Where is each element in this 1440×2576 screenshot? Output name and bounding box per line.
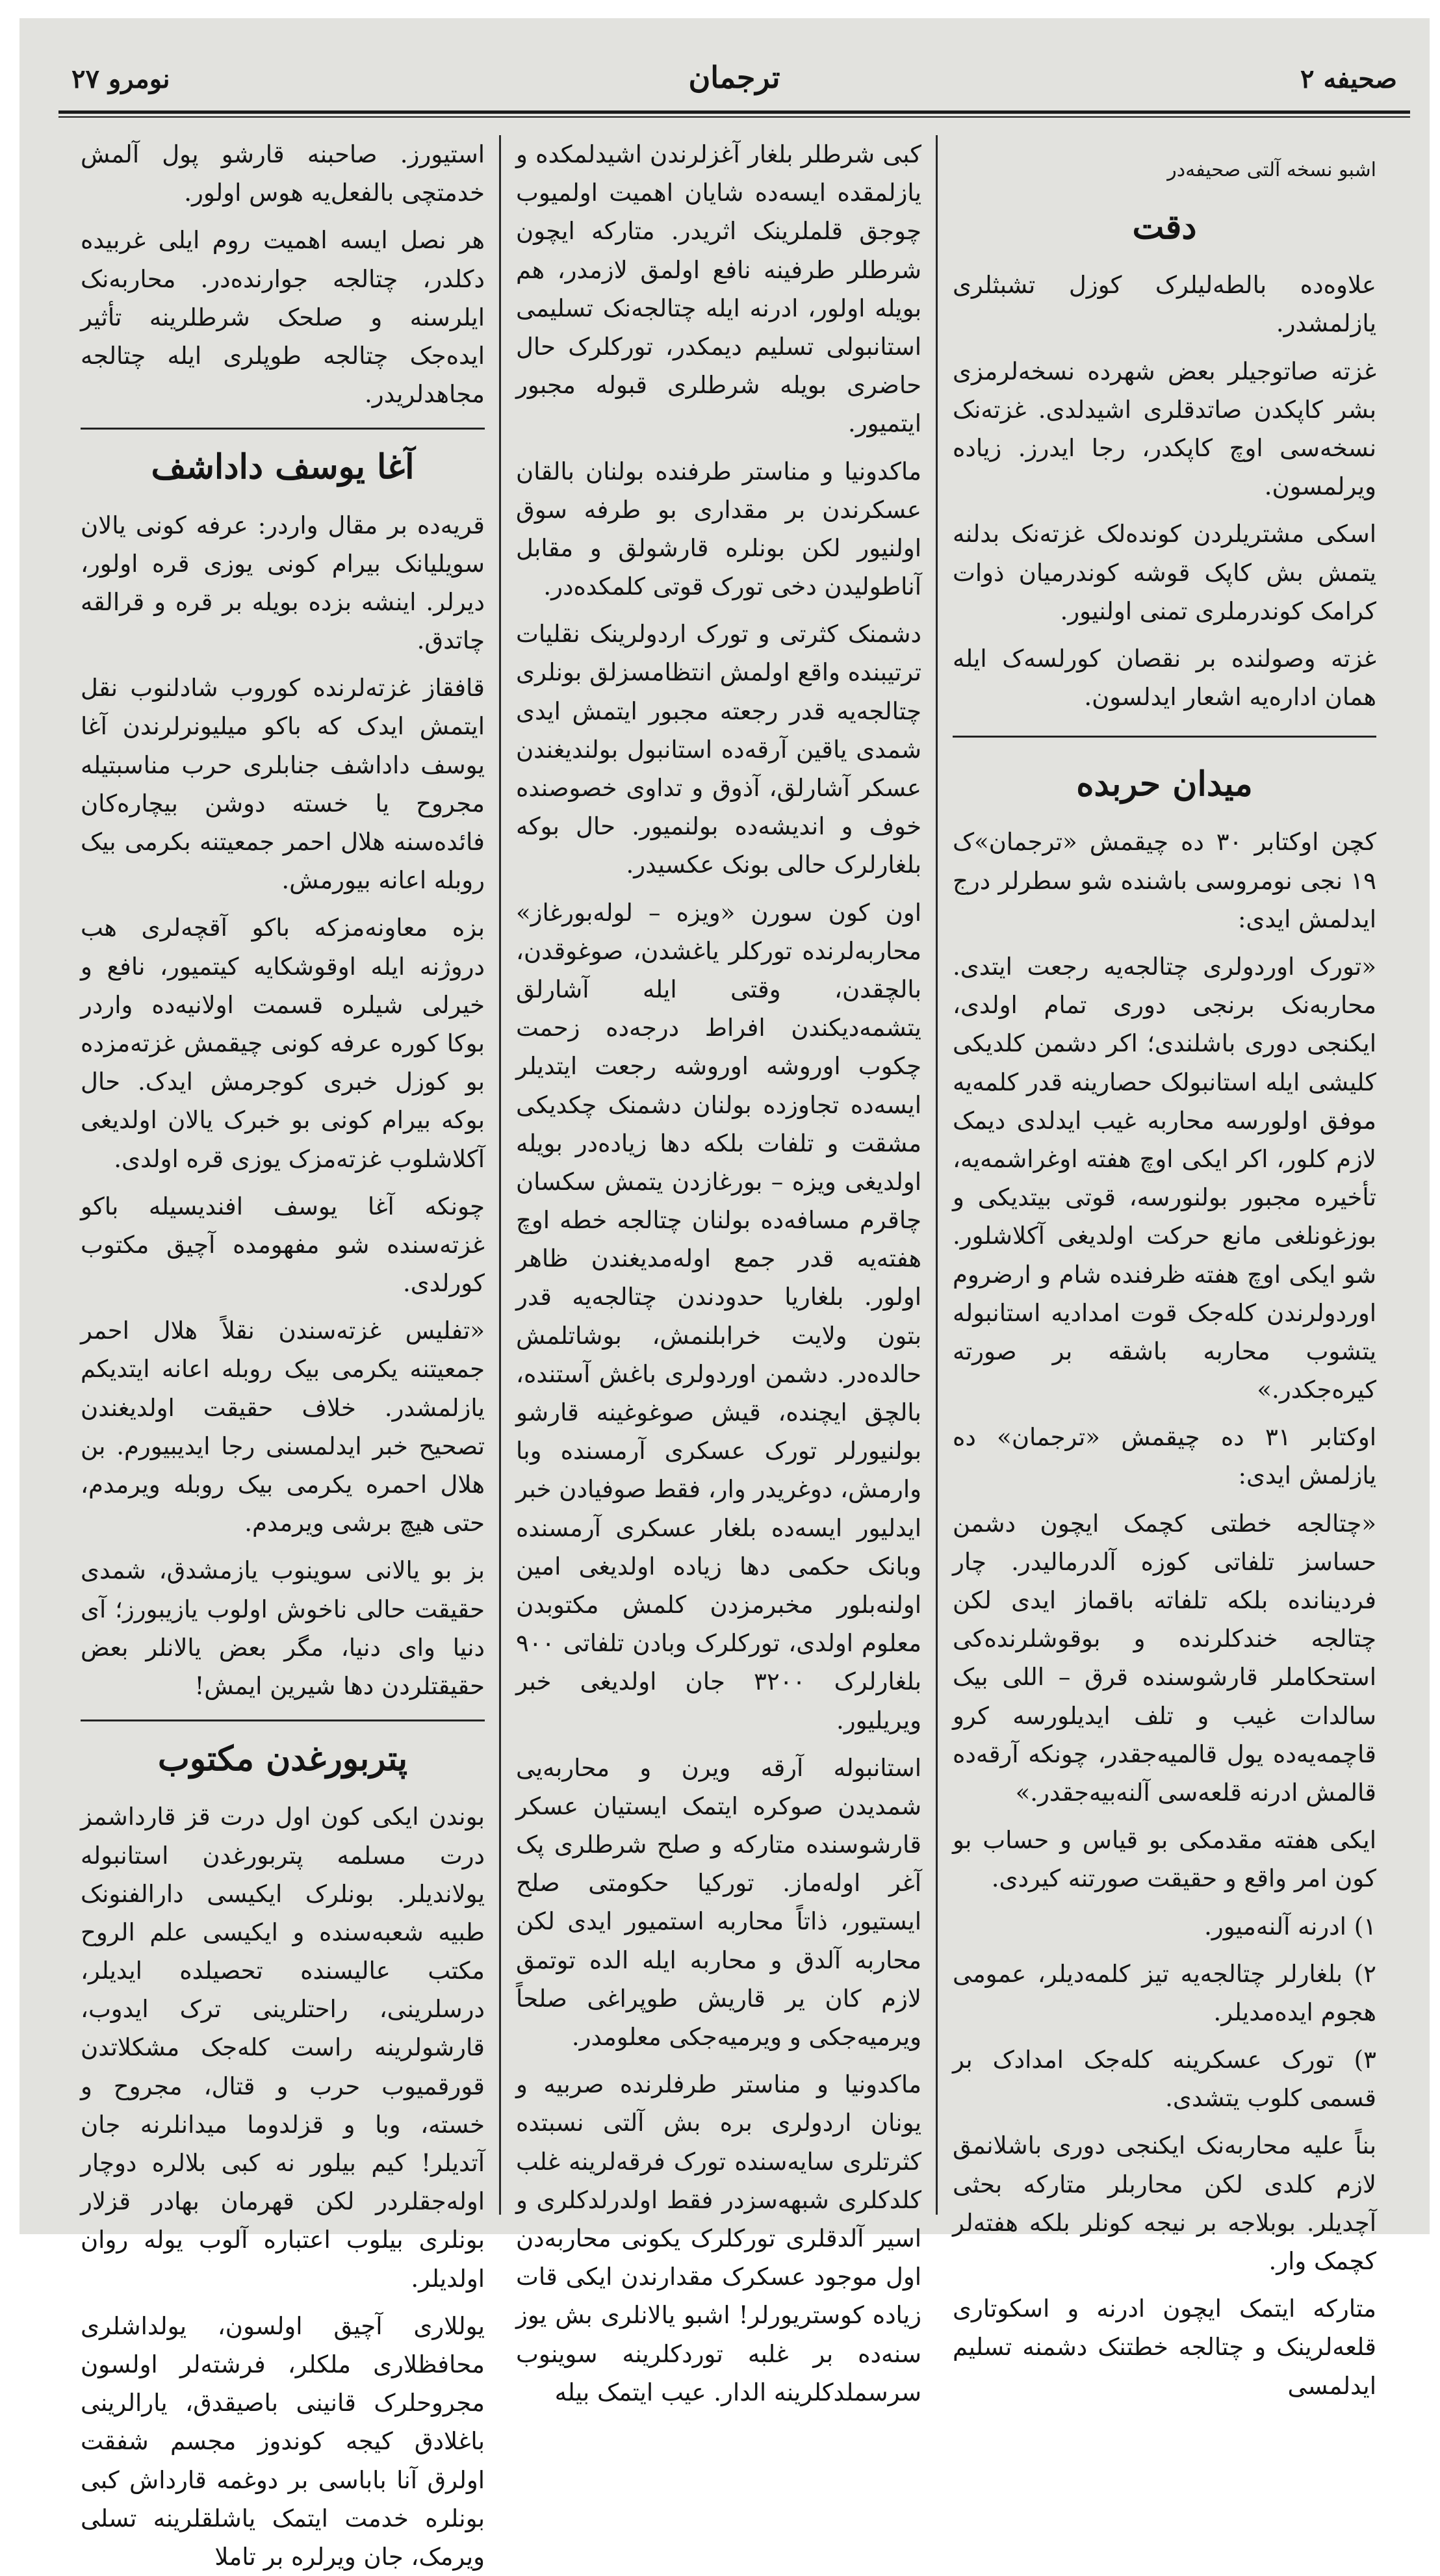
article-paragraph: استیورز. صاحبنه قارشو پول آلمش خدمتچی بالفعل‌یه هوس اولور. bbox=[81, 140, 485, 207]
attention-paragraph: علاوه‌ده بالطه‌لیلرک کوزل تشبثلری یازلمشدر. bbox=[953, 271, 1376, 338]
story-paragraph: «تفلیس غزته‌سندن نقلاً هلال احمر جمعیتنه یکرمی بیک روبله اعانه ایتدیکم یازلمشدر. خلاف حقیقت اولدیغندن تصحیح خبر ایدلمسنی رجا ایدیبیورم. بن هلال احمره یکرمی بیک روبله ویرمدم، حتی هیچ برشی ویرمدم. bbox=[81, 1317, 485, 1538]
war-paragraph: اوکتابر ۳۱ ده چیقمش «ترجمان» ده یازلمش ایدی: bbox=[953, 1423, 1376, 1490]
masthead bbox=[58, 38, 1410, 116]
war-paragraph: کچن اوکتابر ۳۰ ده چیقمش «ترجمان»‌ک ۱۹ نجی نومروسی باشنده شو سطرلر درج ایدلمش ایدی: bbox=[953, 828, 1376, 933]
war-paragraph: ۲) بلغارلر چتالجه‌یه تیز کلمه‌دیلر، عمومی هجوم ایده‌مدیلر. bbox=[953, 1959, 1376, 2026]
article-paragraph: ماکدونیا و مناستر طرفنده بولنان بالقان عسکرندن بر مقداری بو طرفه سوق اولنیور لکن بونلره قارشولق و مقابل آناطولیدن دخی تورک قوتی کلمکده‌در. bbox=[516, 457, 921, 601]
attention-paragraph: غزته وصولنده بر نقصان کورلسه‌ک ایله همان اداره‌یه اشعار ایدلسون. bbox=[953, 644, 1376, 712]
story-heading: آغا یوسف داداشف bbox=[81, 428, 485, 494]
war-heading: میدان حربده bbox=[1076, 764, 1253, 805]
notice-label: اشبو نسخه آلتی صحیفه‌در bbox=[1167, 159, 1376, 181]
article-paragraph: هر نصل ایسه اهمیت روم ایلی غربیده دکلدر، چتالجه جوارنده‌در. محاربه‌نک ایلرسنه و صلحک شرطلرینه تأثیر ایده‌جک چتالجه طوپلری ایله چتالجه مجاهدلریدر. bbox=[81, 226, 485, 409]
masthead-rule bbox=[58, 110, 1410, 118]
section-separator bbox=[953, 736, 1376, 738]
article-paragraph: اون کون سورن «ویزه – لوله‌بورغاز» محاربه‌لرنده تورکلر یاغشدن، صوغوقدن، بالچقدن، وقتی ایله آشارلق یتشمه‌دیکندن افراط درجه‌ده زحمت چکوب اوروشه اوروشه رجعت ایتدیلر ایسه‌ده تجاوزده بولنان دشمنک چکدیکی مشقت و تلفات بلکه دها زیاده‌در بویله اولدیغی ویزه – بورغازدن یتمش سکسان چاقرم مسافه‌ده بولنان چتالجه خطه اوچ هفته‌یه قدر جمع اوله‌مدیغندن ظاهر اولور. بلغاریا حدودندن چتالجه‌یه قدر بتون ولایت خرابلنمش، بوشاتلمش حالده‌در. دشمن اوردولری باغش آستنده، بالچق ایچنده، قیش صوغوغینه قارشو بولنیورلر تورک عسکری آرمسنده وبا وارمش، دوغریدر وار، فقط صوفیادن خبر ایدلیور ایسه‌ده بلغار عسکری آرمسنده وبانک حکمی دها زیاده اولدیغی امین اولنه‌بلور مخبرمزدن کلمش مکتوبدن معلوم اولدی، تورکلرک وبادن تلفاتی ۹۰۰ بلغارلرک ۳۲۰۰ جان اولدیغی خبر ویریلیور. bbox=[516, 898, 921, 1734]
story-paragraph: چونکه آغا یوسف افندیسیله باکو غزته‌سنده شو مفهومده آچیق مکتوب کورلدی. bbox=[81, 1192, 485, 1298]
article-paragraph: ماکدونیا و مناستر طرفلرنده صربیه و یونان اردولری بره بش آلتی نسبتده کثرتلری سایه‌سنده تورک فرقه‌لرینه غلب کلدکلری شبهه‌سزدر فقط اولدرلدکلری و اسیر آلدقلری تورکلرک یکونی محاربه‌دن اول موجود عسکرک مقدارندن ایکی قات زیاده کوستریورلر! اشبو یالانلری بش یوز سنه‌ده بر غلبه توردکلرینه سوینوب سرسملدکلرینه الدار. عیب ایتمک بیله bbox=[516, 2070, 921, 2406]
story-paragraph: قافقاز غزته‌لرنده کوروب شادلنوب نقل ایتمش ایدک که باکو میلیونرلرندن آغا یوسف داداشف جنابلری حرب مناسبتیله مجروح یا خسته دوشن بیچاره‌کان فائده‌سنه هلال احمر جمعیتنه بکرمی بیک روبله اعانه بیورمش. bbox=[81, 674, 485, 895]
letter-paragraph: بوندن ایکی کون اول درت قز قارداشمز درت مسلمه پتربورغدن استانبوله یولاندیلر. بونلرک ایکیسی دارالفنونک طبیه شعبه‌سنده و ایکیسی علم الروح مکتب عالیسنده تحصیلده ایدیلر، درسلرینی، راحتلرینی ترک ایدوب، قارشولرینه راست کله‌جک مشکلاتدن قورقمیوب حرب و قتال، مجروح و خسته، وبا و قزلدوما میدانلرنه جان آتدیلر! کیم بیلور نه کبی بلالره دوچار اوله‌جقلردر لکن قهرمان بهادر قزلار بونلری بیلوب اعتباره آلوب یوله روان اولدیلر. bbox=[81, 1803, 485, 2293]
newspaper-page bbox=[19, 18, 1430, 2571]
war-paragraph: ۱) ادرنه آلنه‌میور. bbox=[1204, 1912, 1376, 1940]
article-paragraph: کبی شرطلر بلغار آغزلرندن اشیدلمکده و یازلمقده ایسه‌ده شایان اهمیت اولمیوب چوجق قلملرینک اثریدر. متارکه ایچون شرطلر طرفینه نافع اولمق لازمدر، هم بویله اولور، ادرنه ایله چتالجه‌نک تسلیمی استانبولی تسلیم دیمکدر، تورکلرک حال حاضری بویله شرطلری قبوله مجبور ایتمیور. bbox=[516, 140, 921, 438]
newspaper-name: ترجمان bbox=[688, 60, 780, 95]
right-column bbox=[937, 135, 1392, 2400]
left-column bbox=[65, 135, 500, 2571]
story-paragraph: قریه‌ده بر مقال واردر: عرفه کونی یالان سویلیانک بیرام کونی یوزی قره اولور، دیرلر. اینشه بزده بویله بر قره و قرالقه چاتدق. bbox=[81, 511, 485, 655]
article-paragraph: استانبوله آرقه ویرن و محاربه‌یی شمدیدن صوکره ایتمک ایستیان عسکر قارشوسنده متارکه و صلح شرطلری پک آغر اوله‌ماز. تورکیا حکومتی صلح ایستیور، ذاتاً محاربه استمیور ایدی لکن محاربه آلدق و محاربه ایله الده توتمق لازم کان یر قاریش طوپراغی صلحاً ویرمیه‌جکی و ویرمیه‌جکی معلومدر. bbox=[516, 1753, 921, 2051]
war-paragraph: متارکه ایتمک ایچون ادرنه و اسکوتاری قلعه‌لرینک و چتالجه خطتنک دشمنه تسلیم ایدلمسی bbox=[953, 2295, 1376, 2400]
war-paragraph: ۳) تورک عسکرینه کله‌جک امدادک بر قسمی کلوب یتشدی. bbox=[953, 2046, 1376, 2113]
issue-number: نومرو ۲۷ bbox=[71, 64, 170, 94]
war-paragraph: «تورک اوردولری چتالجه‌یه رجعت ایتدی. محاربه‌نک برنجی دوری تمام اولدی، ایکنجی دوری باشلندی؛ اکر دشمن کلدیکی کلیشی ایله استانبولک حصارینه قدر کلمه‌یه موفق اولورسه محاربه غیب ایدلدی دیمک لازم کلور، اکر ایکی اوچ هفته اوغراشمه‌یه، تأخیره مجبور بولنورسه، قوتی بیتدیکی و بوزغونلغی مانع حرکت اولدیغی آکلاشلور. شو ایکی اوچ هفته ظرفنده شام و ارضروم اوردولرندن کله‌جک قوت امدادیه استانبوله یتشوب محاربه باشقه بر صورته کیره‌جکدر.» bbox=[953, 953, 1376, 1404]
war-paragraph: «چتالجه خطتی کچمک ایچون دشمن حساسز تلفاتی کوزه آلدرمالیدر. چار فردینانده بلکه تلفاته باقماز ایدی لکن چتالجه خندکلرنده و بوقوشلرنده‌کی استحکاملر قارشوسنده قرق – اللی بیک سالدات غیب و تلف ایدیلورسه کرو قاچمه‌یه‌ده یول قالمیه‌جقدر، چونکه آرقه‌ده قالمش ادرنه قلعه‌سی آلنه‌بیه‌جقدر.» bbox=[953, 1509, 1376, 1807]
attention-paragraph: اسکی مشتریلردن کوندەلک غزته‌نک بدلنه یتمش بش کاپک قوشه کوندرمیان ذوات کرامک کوندرملری تمنی اولنیور. bbox=[953, 520, 1376, 625]
story-paragraph: بز بو یالانی سوینوب یازمشدق، شمدی حقیقت حالی ناخوش اولوب یازیبورز؛ آی دنیا وای دنیا، مگر بعض یالانلر بعض حقیقتلردن دها شیرین ایمش! bbox=[81, 1556, 485, 1700]
war-paragraph: ایکی هفته مقدمکی بو قیاس و حساب بو کون امر واقع و حقیقت صورتنه کیردی. bbox=[953, 1826, 1376, 1893]
page-label: صحیفه ۲ bbox=[1300, 64, 1397, 94]
war-paragraph: بناً علیه محاربه‌نک ایکنجی دوری باشلانمق لازم کلدی لکن محاربلر متارکه بحثی آچدیلر. بوبلاجه بر نیجه کونلر بلکه هفته‌لر کچمک وار. bbox=[953, 2132, 1376, 2275]
letter-heading: پتربورغدن مکتوب bbox=[81, 1719, 485, 1786]
letter-paragraph: یوللاری آچیق اولسون، یولداشلری محافظلاری ملکلر، فرشته‌لر اولسون مجروحلرک قانینی باصیقدق، یارالرینی باغلادق کیجه کوندوز مجسم شفقت اولرق آنا باباسی بر دوغمه قارداش کبی بونلره خدمت ایتمک یاشلقلرینه تسلی ویرمک، جان ویرلره بر تاملا bbox=[81, 2312, 485, 2571]
story-paragraph: بزه معاونه‌مزکه باکو آقچه‌لری هب دروژنه ایله اوقوشکایه کیتمیور، نافع و خیرلی شیلره قسمت اولانیه‌ده واردر بوکا کوره عرفه کونی چیقمش غزته‌مزده بو کوزل خبری کوجرمش ایدک. حال بوکه بیرام کونی بو خبرک یالان اولدیغی آکلاشلوب غزته‌مزک یوزی قره اولدی. bbox=[81, 914, 485, 1173]
middle-column bbox=[500, 135, 937, 2406]
article-paragraph: دشمنک کثرتی و تورک اردولرینک نقلیات ترتیبنده واقع اولمش انتظامسزلق بونلری چتالجه‌یه قدر رجعته مجبور ایتمش ایدی شمدی یاقین آرقه‌ده استانبول بولندیغندن عسکر آشارلق، آذوق و تداوی خصوصنده خوف و اندیشه‌ده بولنمیور. حال بوکه بلغارلرک حالی بونک عکسیدر. bbox=[516, 620, 921, 879]
attention-paragraph: غزته صاتوجیلر بعض شهرده نسخه‌لرمزی بشر کاپکدن صاتدقلری اشیدلدی. غزته‌نک نسخه‌سی اوچ کاپکدر، رجا ایدرز. زیاده ویرلمسون. bbox=[953, 357, 1376, 501]
attention-heading: دقت bbox=[1132, 207, 1197, 247]
